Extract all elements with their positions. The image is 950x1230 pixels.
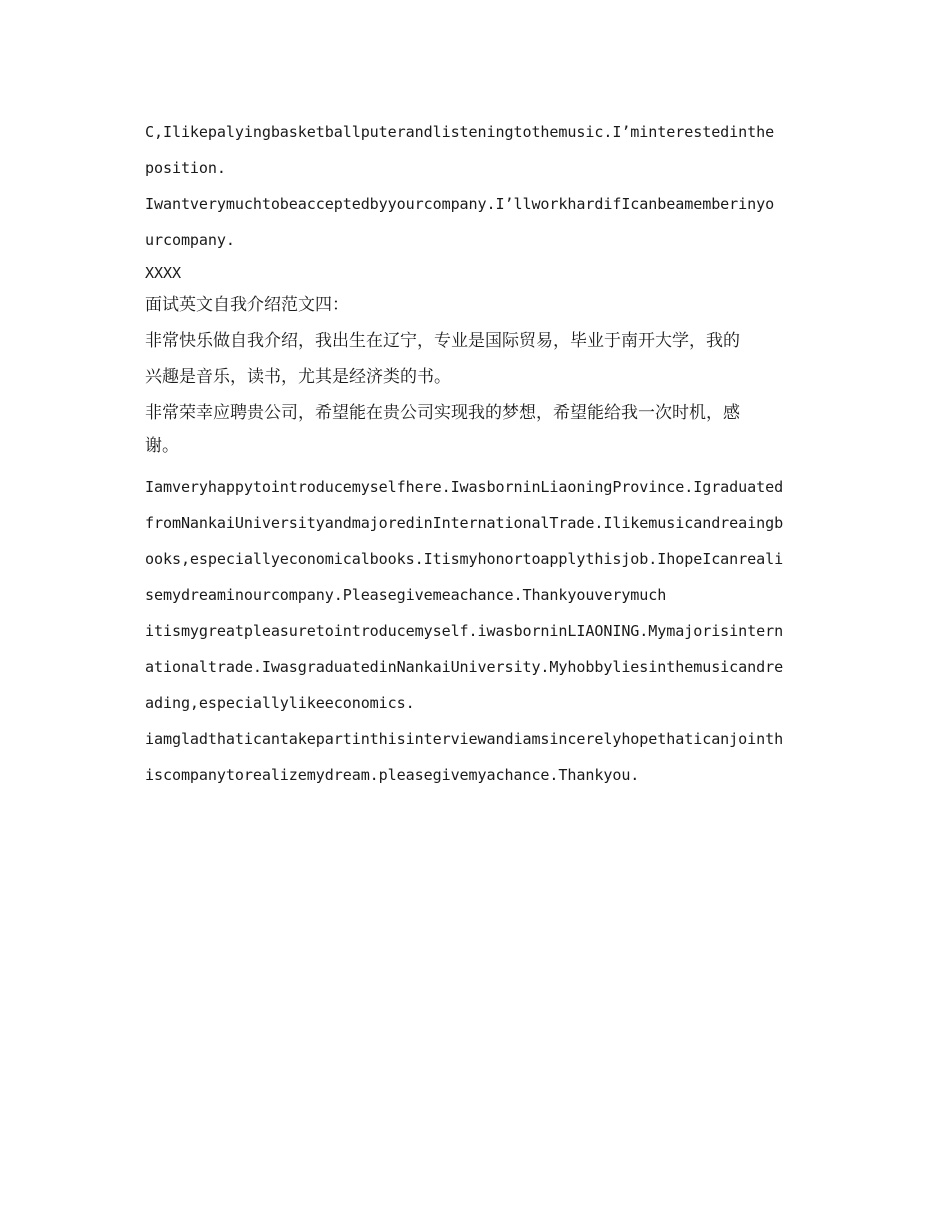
text-line: iamgladthaticantakepartinthisinterviewandiamsincerelyhopethaticanjointh — [145, 730, 784, 748]
text-line: ooks,especiallyeconomicalbooks.Itismyhonortoapplythisjob.IhopeIcanreali — [145, 550, 784, 568]
text-line: C,Ilikepalyingbasketballputerandlisteningtothemusic.I’minterestedinthe — [145, 123, 775, 141]
text-line: Iamveryhappytointroducemyselfhere.IwasborninLiaoningProvince.Igraduated — [145, 478, 784, 496]
text-line: 非常快乐做自我介绍，我出生在辽宁，专业是国际贸易，毕业于南开大学，我的 — [145, 331, 740, 351]
text-line: 兴趣是音乐，读书，尤其是经济类的书。 — [145, 367, 451, 387]
text-line: ationaltrade.IwasgraduatedinNankaiUniversity.Myhobbyliesinthemusicandre — [145, 658, 784, 676]
section-heading: 面试英文自我介绍范文四： — [145, 295, 349, 315]
text-line: 谢。 — [145, 436, 179, 456]
text-line: semydreaminourcompany.Pleasegivemeachance.Thankyouverymuch — [145, 586, 667, 604]
text-line: iscompanytorealizemydream.pleasegivemyachance.Thankyou. — [145, 766, 640, 784]
text-line: XXXX — [145, 264, 181, 282]
text-line: urcompany. — [145, 231, 235, 249]
text-line: itismygreatpleasuretointroducemyself.iwasborninLIAONING.Mymajorisintern — [145, 622, 784, 640]
text-line: ading,especiallylikeeconomics. — [145, 694, 415, 712]
text-line: 非常荣幸应聘贵公司，希望能在贵公司实现我的梦想，希望能给我一次时机，感 — [145, 403, 740, 423]
text-line: fromNankaiUniversityandmajoredinInternationalTrade.Ilikemusicandreaingb — [145, 514, 784, 532]
document-body — [145, 114, 810, 793]
text-line: Iwantverymuchtobeacceptedbyyourcompany.I’llworkhardifIcanbeamemberinyo — [145, 195, 775, 213]
text-line: position. — [145, 159, 226, 177]
